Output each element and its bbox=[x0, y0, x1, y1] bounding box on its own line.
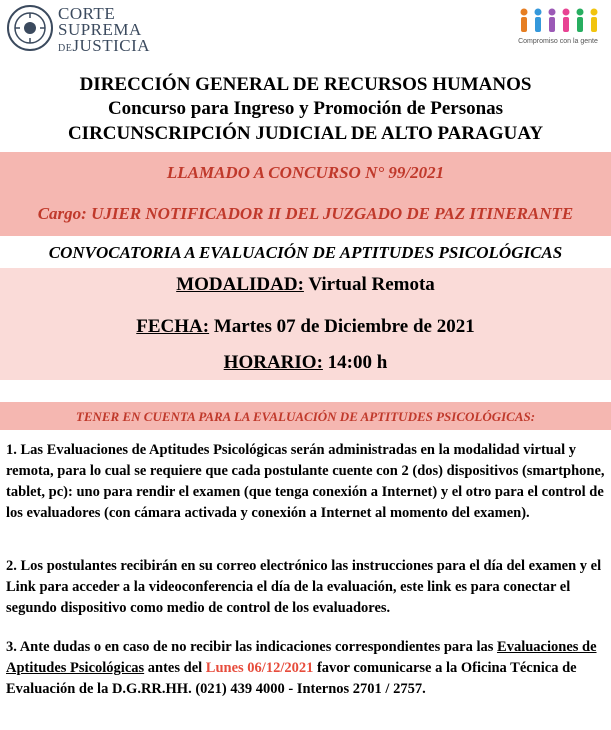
item-3-part-a: 3. Ante dudas o en caso de no recibir las indicaciones correspondientes para las bbox=[6, 639, 494, 655]
logo-line-corte: CORTE bbox=[58, 4, 116, 23]
people-icon bbox=[516, 6, 600, 36]
modalidad-label: MODALIDAD: bbox=[176, 274, 304, 295]
title-circunscripcion: CIRCUNSCRIPCIÓN JUDICIAL DE ALTO PARAGUAY bbox=[67, 123, 544, 144]
logo-tagline: Compromiso con la gente bbox=[518, 38, 598, 45]
header bbox=[0, 0, 611, 70]
logo-line-justicia bbox=[58, 38, 150, 57]
title-direccion: DIRECCIÓN GENERAL DE RECURSOS HUMANOS bbox=[79, 74, 532, 95]
fecha-row bbox=[0, 316, 611, 338]
item-2: 2. Los postulantes recibirán en su correo electrónico las instrucciones para el día del examen y el Link para acceder a la videoconferencia el día de la evaluación, este link es para conectar el segundo dispositivo como medio de control de los evaluadores. bbox=[6, 558, 602, 616]
logo-justicia: JUSTICIA bbox=[72, 36, 151, 55]
compromiso-logo bbox=[512, 6, 604, 54]
logo-text bbox=[58, 6, 150, 57]
item-3 bbox=[6, 637, 606, 700]
title-concurso: Concurso para Ingreso y Promoción de Personas bbox=[107, 98, 504, 119]
llamado-text: LLAMADO A CONCURSO N° 99/2021 bbox=[166, 163, 445, 182]
horario-value: 14:00 h bbox=[327, 352, 388, 373]
convocatoria-heading: CONVOCATORIA A EVALUACIÓN DE APTITUDES PSICOLÓGICAS bbox=[48, 243, 563, 262]
logo-line-suprema: SUPREMA bbox=[58, 20, 142, 39]
modalidad-value: Virtual Remota bbox=[308, 274, 435, 295]
horario-label: HORARIO: bbox=[223, 352, 323, 373]
item-3-part-c: favor comunicarse a la Oficina Técnica de Evaluación de la D.G.RR.HH. (021) 439 4000 - Internos 2701 / 2757. bbox=[6, 660, 577, 697]
item-3-date: Lunes 06/12/2021 bbox=[205, 660, 314, 676]
csj-logo bbox=[6, 4, 166, 64]
logo-prefix: DE bbox=[58, 43, 73, 54]
item-3-part-b: antes del bbox=[147, 660, 203, 676]
item-3-evaluaciones: Evaluaciones de Aptitudes Psicológicas bbox=[6, 639, 597, 676]
horario-row bbox=[0, 352, 611, 374]
cargo-text: Cargo: UJIER NOTIFICADOR II DEL JUZGADO DE PAZ ITINERANTE bbox=[37, 204, 574, 223]
modalidad-row bbox=[0, 274, 611, 296]
item-1: 1. Las Evaluaciones de Aptitudes Psicológicas serán administradas en la modalidad virtual y remota, para lo cual se requiere que cada postulante cuente con 2 (dos) dispositivos (smartphone, tablet, pc): uno para rendir el examen (que tenga conexión a Internet) y el otro para el control de los evaluadores (con cámara activada y conexión a Internet al momento del examen). bbox=[6, 442, 605, 521]
fecha-label: FECHA: bbox=[136, 316, 210, 337]
seal-icon bbox=[6, 4, 54, 52]
notice-title: TENER EN CUENTA PARA LA EVALUACIÓN DE APTITUDES PSICOLÓGICAS: bbox=[75, 409, 536, 424]
fecha-value: Martes 07 de Diciembre de 2021 bbox=[213, 316, 475, 337]
